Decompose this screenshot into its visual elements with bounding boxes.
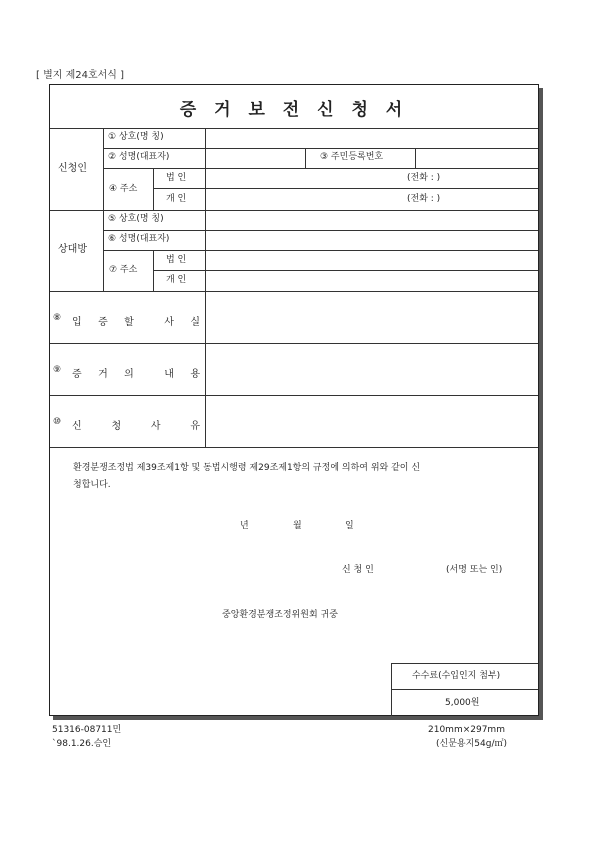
grid-line bbox=[103, 128, 104, 291]
applicant-rep-field[interactable] bbox=[206, 149, 304, 168]
applicant-phone-corp: (전화 : ) bbox=[407, 173, 441, 183]
applicant-indiv-address-field[interactable] bbox=[206, 189, 537, 209]
application-reason-field[interactable] bbox=[206, 396, 537, 446]
applicant-group-label: 신청인 bbox=[58, 163, 87, 174]
signer-name-field[interactable] bbox=[390, 561, 445, 579]
proof-facts-label: 입 증 할 사 실 bbox=[72, 317, 200, 328]
respondent-indiv-label: 개 인 bbox=[166, 275, 187, 285]
grid-line bbox=[153, 168, 154, 210]
applicant-id-label: ③ 주민등록번호 bbox=[320, 152, 384, 162]
respondent-corp-address-field[interactable] bbox=[206, 251, 537, 270]
doc-number: 51316-08711민 bbox=[52, 725, 122, 735]
respondent-name-label: ⑤ 상호(명 칭) bbox=[108, 214, 164, 224]
respondent-indiv-address-field[interactable] bbox=[206, 271, 537, 291]
form-code: [ 별지 제24호서식 ] bbox=[36, 70, 125, 81]
section-number: ⑩ bbox=[53, 417, 62, 427]
signer-label: 신 청 인 bbox=[342, 565, 374, 575]
application-reason-label: 신 청 사 유 bbox=[72, 421, 200, 432]
respondent-group-label: 상대방 bbox=[58, 244, 87, 255]
respondent-name-field[interactable] bbox=[206, 211, 537, 230]
statement-line-2: 청합니다. bbox=[73, 480, 111, 490]
recipient: 중앙환경분쟁조정위원회 귀중 bbox=[222, 610, 338, 620]
evidence-content-label: 증 거 의 내 용 bbox=[72, 369, 200, 380]
date-year: 년 bbox=[240, 521, 249, 531]
applicant-name-field[interactable] bbox=[206, 129, 537, 148]
statement-line-1: 환경분쟁조정법 제39조제1항 및 동법시행령 제29조제1항의 규정에 의하여 위와 같이 신 bbox=[73, 463, 421, 473]
grid-line bbox=[305, 148, 306, 168]
paper-size: 210mm×297mm bbox=[428, 725, 505, 735]
applicant-id-field[interactable] bbox=[416, 149, 537, 168]
applicant-rep-label: ② 성명(대표자) bbox=[108, 152, 170, 162]
approval-date: `98.1.26.승인 bbox=[52, 739, 112, 749]
applicant-corp-address-field[interactable] bbox=[206, 169, 537, 188]
grid-line bbox=[391, 689, 538, 690]
fee-amount: 5,000원 bbox=[445, 698, 480, 708]
grid-line bbox=[153, 250, 154, 291]
section-number: ⑨ bbox=[53, 365, 62, 375]
paper-type: (신문용지54g/㎡) bbox=[436, 739, 507, 749]
respondent-rep-field[interactable] bbox=[206, 231, 537, 250]
form-title: 증 거 보 전 신 청 서 bbox=[179, 100, 409, 120]
date-day: 일 bbox=[345, 521, 354, 531]
proof-facts-field[interactable] bbox=[206, 292, 537, 342]
signature-note: (서명 또는 인) bbox=[446, 565, 503, 575]
respondent-rep-label: ⑥ 성명(대표자) bbox=[108, 234, 170, 244]
grid-line bbox=[50, 447, 538, 448]
section-number: ⑧ bbox=[53, 313, 62, 323]
applicant-phone-indiv: (전화 : ) bbox=[407, 194, 441, 204]
applicant-name-label: ① 상호(명 칭) bbox=[108, 132, 164, 142]
evidence-content-field[interactable] bbox=[206, 344, 537, 394]
date-month: 월 bbox=[293, 521, 302, 531]
applicant-corp-label: 법 인 bbox=[166, 173, 187, 183]
fee-label: 수수료(수입인지 첨부) bbox=[412, 671, 501, 681]
applicant-indiv-label: 개 인 bbox=[166, 194, 187, 204]
respondent-corp-label: 법 인 bbox=[166, 255, 187, 265]
respondent-address-label: ⑦ 주소 bbox=[109, 265, 138, 275]
applicant-address-label: ④ 주소 bbox=[109, 184, 138, 194]
